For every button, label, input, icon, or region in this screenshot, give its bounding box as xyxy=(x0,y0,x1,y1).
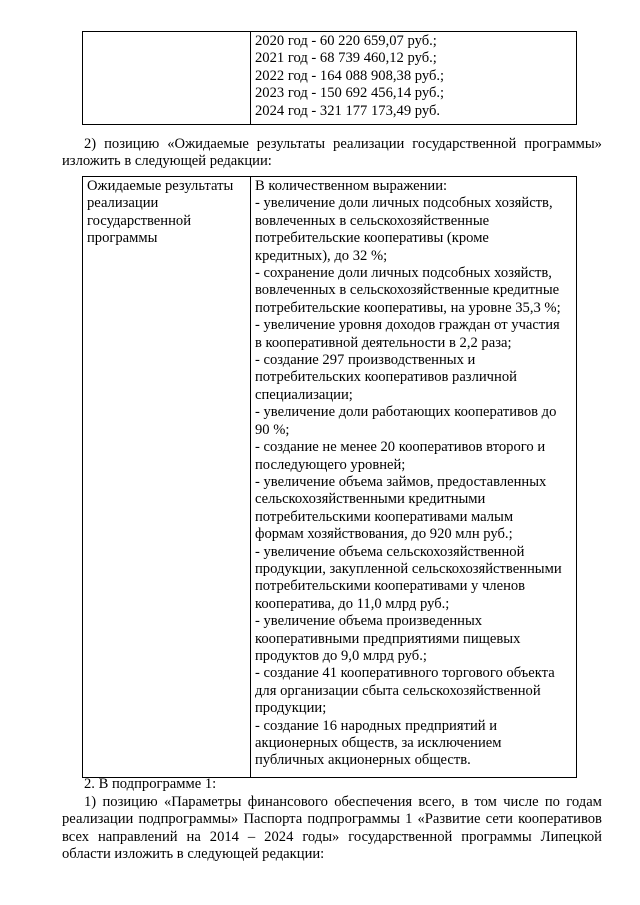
result-line: формам хозяйствования, до 920 млн руб.; xyxy=(255,526,513,543)
result-line: сельскохозяйственными кредитными xyxy=(255,491,486,508)
result-line: - увеличение уровня доходов граждан от участия xyxy=(255,317,560,334)
paragraph-expected-results-intro xyxy=(62,136,602,171)
financing-year-line: 2024 год - 321 177 173,49 руб. xyxy=(255,102,441,119)
result-line: продукции; xyxy=(255,700,327,717)
result-line: 90 %; xyxy=(255,421,290,438)
result-line: В количественном выражении: xyxy=(255,178,448,194)
financing-table xyxy=(82,31,577,125)
label-line: программы xyxy=(87,230,158,247)
result-line: - увеличение доли личных подсобных хозяйств, xyxy=(255,195,553,212)
result-line: - увеличение объема сельскохозяйственной xyxy=(255,543,525,560)
result-line: продуктов до 9,0 млрд руб.; xyxy=(255,647,427,664)
result-line: - увеличение объема произведенных xyxy=(255,613,483,630)
result-line: публичных акционерных обществ. xyxy=(255,752,471,769)
result-line: кооператива, до 11,0 млрд руб.; xyxy=(255,595,450,612)
result-line: акционерных обществ, за исключением xyxy=(255,735,502,751)
result-line: - увеличение объема займов, предоставленных xyxy=(255,473,547,490)
financing-years-cell xyxy=(251,32,577,125)
paragraph-line: реализации подпрограммы» Паспорта подпрограммы 1 «Развитие сети кооперативов xyxy=(62,811,602,828)
result-line: кредитных), до 32 %; xyxy=(255,247,388,264)
label-line: Ожидаемые результаты xyxy=(87,178,234,194)
paragraph-line: всех направлений на 2014 – 2024 годы» государственной программы Липецкой xyxy=(62,828,602,845)
paragraph-line: области изложить в следующей редакции: xyxy=(62,846,325,863)
result-line: - создание 41 кооперативного торгового объекта xyxy=(255,665,555,682)
result-line: в кооперативной деятельности в 2,2 раза; xyxy=(255,334,512,351)
result-line: - создание 297 производственных и xyxy=(255,352,476,369)
result-line: вовлеченных в сельскохозяйственные кредитные xyxy=(255,282,560,299)
result-line: вовлеченных в сельскохозяйственные xyxy=(255,212,490,229)
result-line: специализации; xyxy=(255,386,353,403)
financing-year-line: 2020 год - 60 220 659,07 руб.; xyxy=(255,33,437,49)
result-line: продукции, закупленной сельскохозяйственными xyxy=(255,560,562,577)
paragraph-financing-parameters xyxy=(62,794,602,864)
expected-results-label-cell xyxy=(83,177,251,778)
paragraph-line: изложить в следующей редакции: xyxy=(62,153,272,170)
paragraph-subprogram-heading xyxy=(62,776,602,793)
result-line: потребительскими кооперативами у членов xyxy=(255,578,526,595)
financing-year-line: 2022 год - 164 088 908,38 руб.; xyxy=(255,67,445,84)
result-line: - создание 16 народных предприятий и xyxy=(255,717,498,734)
result-line: - увеличение доли работающих кооперативов до xyxy=(255,404,557,421)
result-line: последующего уровней; xyxy=(255,456,406,473)
label-line: реализации xyxy=(87,195,159,212)
paragraph-line: 1) позицию «Параметры финансового обеспечения всего, в том числе по годам xyxy=(84,794,602,810)
financing-year-line: 2021 год - 68 739 460,12 руб.; xyxy=(255,50,437,67)
expected-results-table xyxy=(82,176,577,778)
result-line: потребительские кооперативы (кроме xyxy=(255,230,489,247)
expected-results-content-cell xyxy=(251,177,577,778)
paragraph-line: 2) позицию «Ожидаемые результаты реализации государственной программы» xyxy=(84,136,602,152)
result-line: - создание не менее 20 кооперативов второго и xyxy=(255,439,546,456)
result-line: для организации сбыта сельскохозяйственной xyxy=(255,682,541,699)
result-line: кооперативными предприятиями пищевых xyxy=(255,630,521,647)
paragraph-line: 2. В подпрограмме 1: xyxy=(84,776,217,792)
result-line: потребительскими кооперативами малым xyxy=(255,508,514,525)
table-row xyxy=(83,177,577,778)
result-line: - сохранение доли личных подсобных хозяйств, xyxy=(255,265,552,282)
result-line: потребительских кооперативов различной xyxy=(255,369,517,386)
result-line: потребительские кооперативы, на уровне 35,3 %; xyxy=(255,299,561,316)
table-cell-empty xyxy=(83,32,251,125)
label-line: государственной xyxy=(87,212,192,229)
table-row xyxy=(83,32,577,125)
financing-year-line: 2023 год - 150 692 456,14 руб.; xyxy=(255,85,445,102)
